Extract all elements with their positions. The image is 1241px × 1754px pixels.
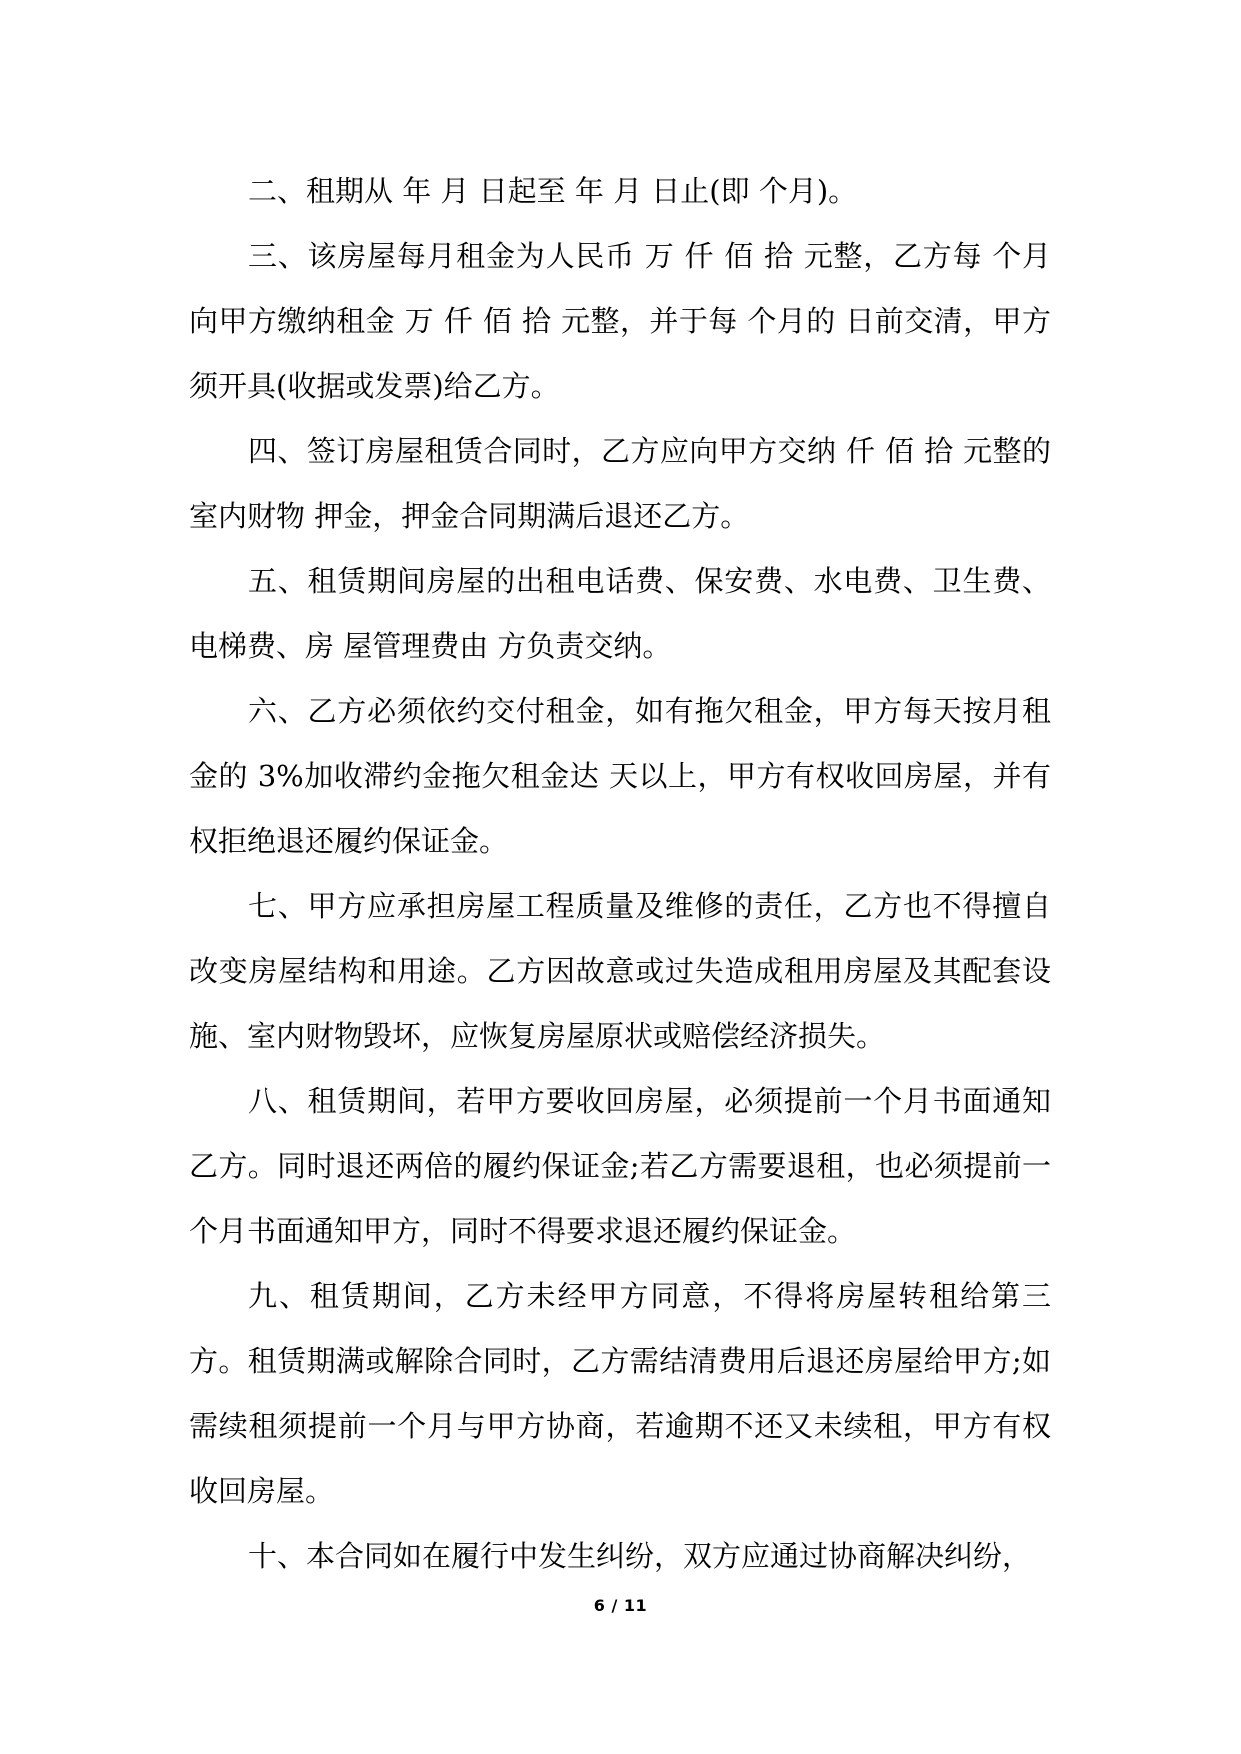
clause-9-sublease: 九、租赁期间，乙方未经甲方同意，不得将房屋转租给第三方。租赁期满或解除合同时，乙方需结清费用后退还房屋给甲方;如需续租须提前一个月与甲方协商，若逾期不还又未续租，甲方有权收回房屋。: [189, 1279, 1051, 1508]
document-body: [189, 159, 1051, 1589]
clause-3-monthly-rent: 三、该房屋每月租金为人民币 万 仟 佰 拾 元整，乙方每 个月向甲方缴纳租金 万 仟 佰 拾 元整，并于每 个月的 日前交清，甲方须开具(收据或发票)给乙方。: [189, 239, 1051, 403]
clause-5-fees: 五、租赁期间房屋的出租电话费、保安费、水电费、卫生费、电梯费、房 屋管理费由 方负责交纳。: [189, 564, 1051, 663]
clause-7-maintenance: 七、甲方应承担房屋工程质量及维修的责任，乙方也不得擅自改变房屋结构和用途。乙方因故意或过失造成租用房屋及其配套设施、室内财物毁坏，应恢复房屋原状或赔偿经济损失。: [189, 889, 1051, 1053]
page-number: 6 / 11: [593, 1596, 648, 1615]
clause-10-disputes: 十、本合同如在履行中发生纠纷，双方应通过协商解决纠纷，: [248, 1539, 1032, 1573]
clause-4-deposit: 四、签订房屋租赁合同时，乙方应向甲方交纳 仟 佰 拾 元整的室内财物 押金，押金合同期满后退还乙方。: [189, 434, 1051, 533]
clause-6-late-payment: 六、乙方必须依约交付租金，如有拖欠租金，甲方每天按月租金的 3%加收滞约金拖欠租金达 天以上，甲方有权收回房屋，并有权拒绝退还履约保证金。: [189, 694, 1051, 858]
clause-8-termination-notice: 八、租赁期间，若甲方要收回房屋，必须提前一个月书面通知乙方。同时退还两倍的履约保证金;若乙方需要退租，也必须提前一个月书面通知甲方，同时不得要求退还履约保证金。: [189, 1084, 1051, 1248]
clause-2-lease-term: 二、租期从 年 月 日起至 年 月 日止(即 个月)。: [248, 174, 858, 208]
